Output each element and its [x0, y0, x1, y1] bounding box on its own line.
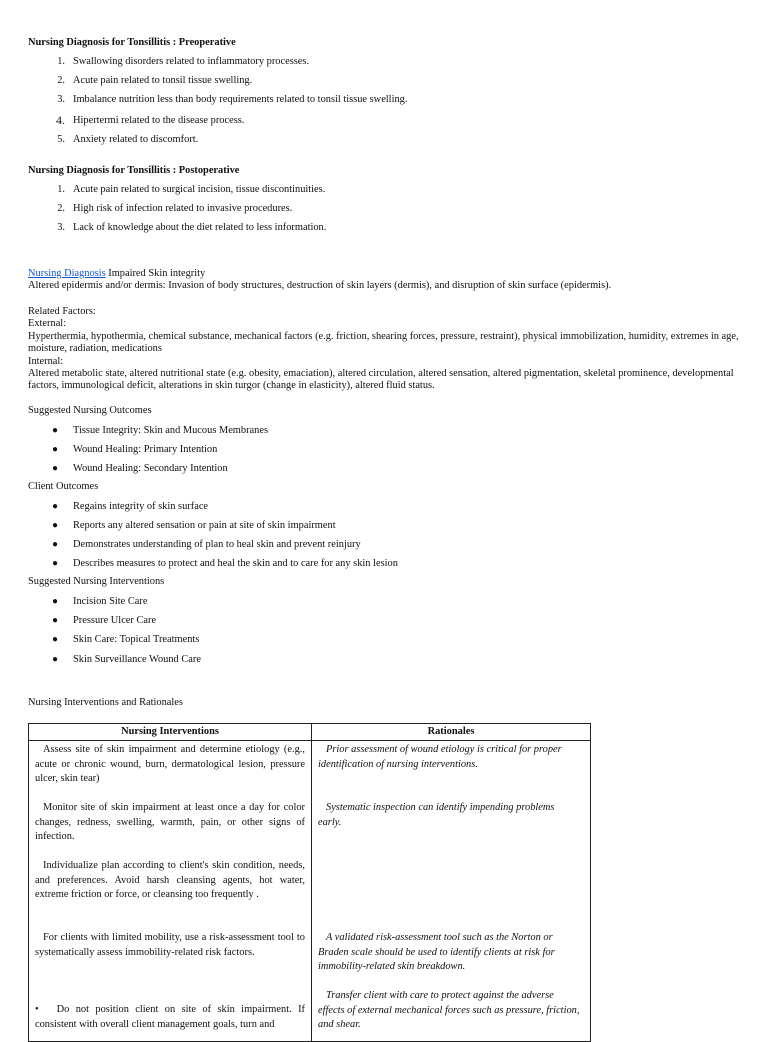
preop-list — [56, 55, 408, 152]
bullet-icon: • — [35, 1004, 39, 1015]
client-outcomes-label: Client Outcomes — [28, 481, 99, 492]
postop-heading: Nursing Diagnosis for Tonsillitis : Postoperative — [28, 165, 240, 176]
list-item: ● Wound Healing: Secondary Intention — [52, 463, 228, 474]
list-item: 1. Swallowing disorders related to inflammatory processes. — [57, 56, 310, 67]
diagnosis-title: Nursing Diagnosis Impaired Skin integrity — [28, 268, 206, 279]
postop-list — [57, 183, 327, 240]
list-item: ● Regains integrity of skin surface — [52, 501, 209, 512]
column-header-rationales: Rationales — [312, 724, 591, 741]
intervention-paragraph: • Do not position client on site of skin impairment. If consistent with overall client management goals, turn and — [35, 1004, 305, 1030]
intervention-paragraph: Monitor site of skin impairment at least once a day for color changes, redness, swelling, warmth, pain, or other signs of infection. — [35, 802, 305, 842]
nursing-diagnosis-link[interactable]: Nursing Diagnosis — [28, 268, 106, 279]
list-item: 1. Acute pain related to surgical incision, tissue discontinuities. — [57, 184, 326, 195]
table-caption: Nursing Interventions and Rationales — [28, 697, 183, 708]
suggested-interventions-list — [52, 595, 201, 672]
table-row — [29, 741, 591, 1042]
list-item: ● Skin Surveillance Wound Care — [52, 654, 201, 665]
internal-label: Internal: — [28, 356, 64, 367]
list-item: 3. Imbalance nutrition less than body requirements related to tonsil tissue swelling. — [57, 94, 408, 105]
diagnosis-definition: Altered epidermis and/or dermis: Invasion of body structures, destruction of skin layers (dermis), and disruption of skin surface (epidermis). — [28, 280, 612, 291]
rationale-paragraph: Prior assessment of wound etiology is critical for proper identification of nursing interventions. — [318, 744, 562, 770]
list-item: ● Reports any altered sensation or pain at site of skin impairment — [52, 520, 336, 531]
list-item: 5. Anxiety related to discomfort. — [57, 134, 199, 145]
list-item: 2. Acute pain related to tonsil tissue swelling. — [57, 75, 253, 86]
client-outcomes-list — [52, 500, 398, 576]
list-item: ● Pressure Ulcer Care — [52, 615, 157, 626]
rationale-paragraph: Transfer client with care to protect against the adverse effects of external mechanical forces such as pressure, friction, and shear. — [318, 990, 580, 1030]
external-factors-text: Hyperthermia, hypothermia, chemical substance, mechanical factors (e.g. friction, shearing forces, pressure, restraint), physical immobilization, humidity, extremes in age, moisture, radiation, medications — [28, 331, 739, 355]
table-header-row — [29, 724, 591, 741]
list-item: 3. Lack of knowledge about the diet related to less information. — [57, 222, 327, 233]
suggested-interventions-label: Suggested Nursing Interventions — [28, 576, 165, 587]
rationale-paragraph: Systematic inspection can identify impending problems early. — [318, 802, 555, 828]
preop-heading: Nursing Diagnosis for Tonsillitis : Preoperative — [28, 37, 236, 48]
column-header-interventions: Nursing Interventions — [29, 724, 312, 741]
interventions-cell — [29, 741, 312, 1042]
interventions-rationales-table — [28, 723, 591, 1042]
rationale-paragraph: A validated risk-assessment tool such as the Norton or Braden scale should be used to identify clients at risk for immobility-related skin breakdown. — [318, 932, 555, 972]
intervention-paragraph: For clients with limited mobility, use a risk-assessment tool to systematically assess immobility-related risk factors. — [35, 932, 305, 958]
external-label: External: — [28, 318, 67, 329]
suggested-outcomes-label: Suggested Nursing Outcomes — [28, 405, 152, 416]
list-item: ● Describes measures to protect and heal the skin and to care for any skin lesion — [52, 558, 398, 569]
list-item: 4. Hipertermi related to the disease process. — [56, 113, 245, 127]
suggested-outcomes-list — [52, 424, 269, 481]
list-item: ● Demonstrates understanding of plan to heal skin and prevent reinjury — [52, 539, 361, 550]
intervention-paragraph: Assess site of skin impairment and determine etiology (e.g., acute or chronic wound, burn, dermatological lesion, pressure ulcer, skin tear) — [35, 744, 305, 784]
list-item: 2. High risk of infection related to invasive procedures. — [57, 203, 293, 214]
list-item: ● Skin Care: Topical Treatments — [52, 634, 200, 645]
list-item: ● Tissue Integrity: Skin and Mucous Membranes — [52, 425, 269, 436]
rationales-cell — [312, 741, 591, 1042]
list-item: ● Wound Healing: Primary Intention — [52, 444, 218, 455]
internal-factors-text: Altered metabolic state, altered nutritional state (e.g. obesity, emaciation), altered circulation, altered sensation, altered pigmentation, skeletal prominence, developmental factors, immunological deficit, alterations in skin turgor (change in elasticity), altered fluid status. — [28, 368, 734, 392]
list-item: ● Incision Site Care — [52, 596, 148, 607]
intervention-paragraph: Individualize plan according to client's skin condition, needs, and preferences. Avoid harsh cleansing agents, hot water, extreme friction or force, or cleansing too frequently . — [35, 860, 305, 900]
related-factors-label: Related Factors: — [28, 306, 96, 317]
